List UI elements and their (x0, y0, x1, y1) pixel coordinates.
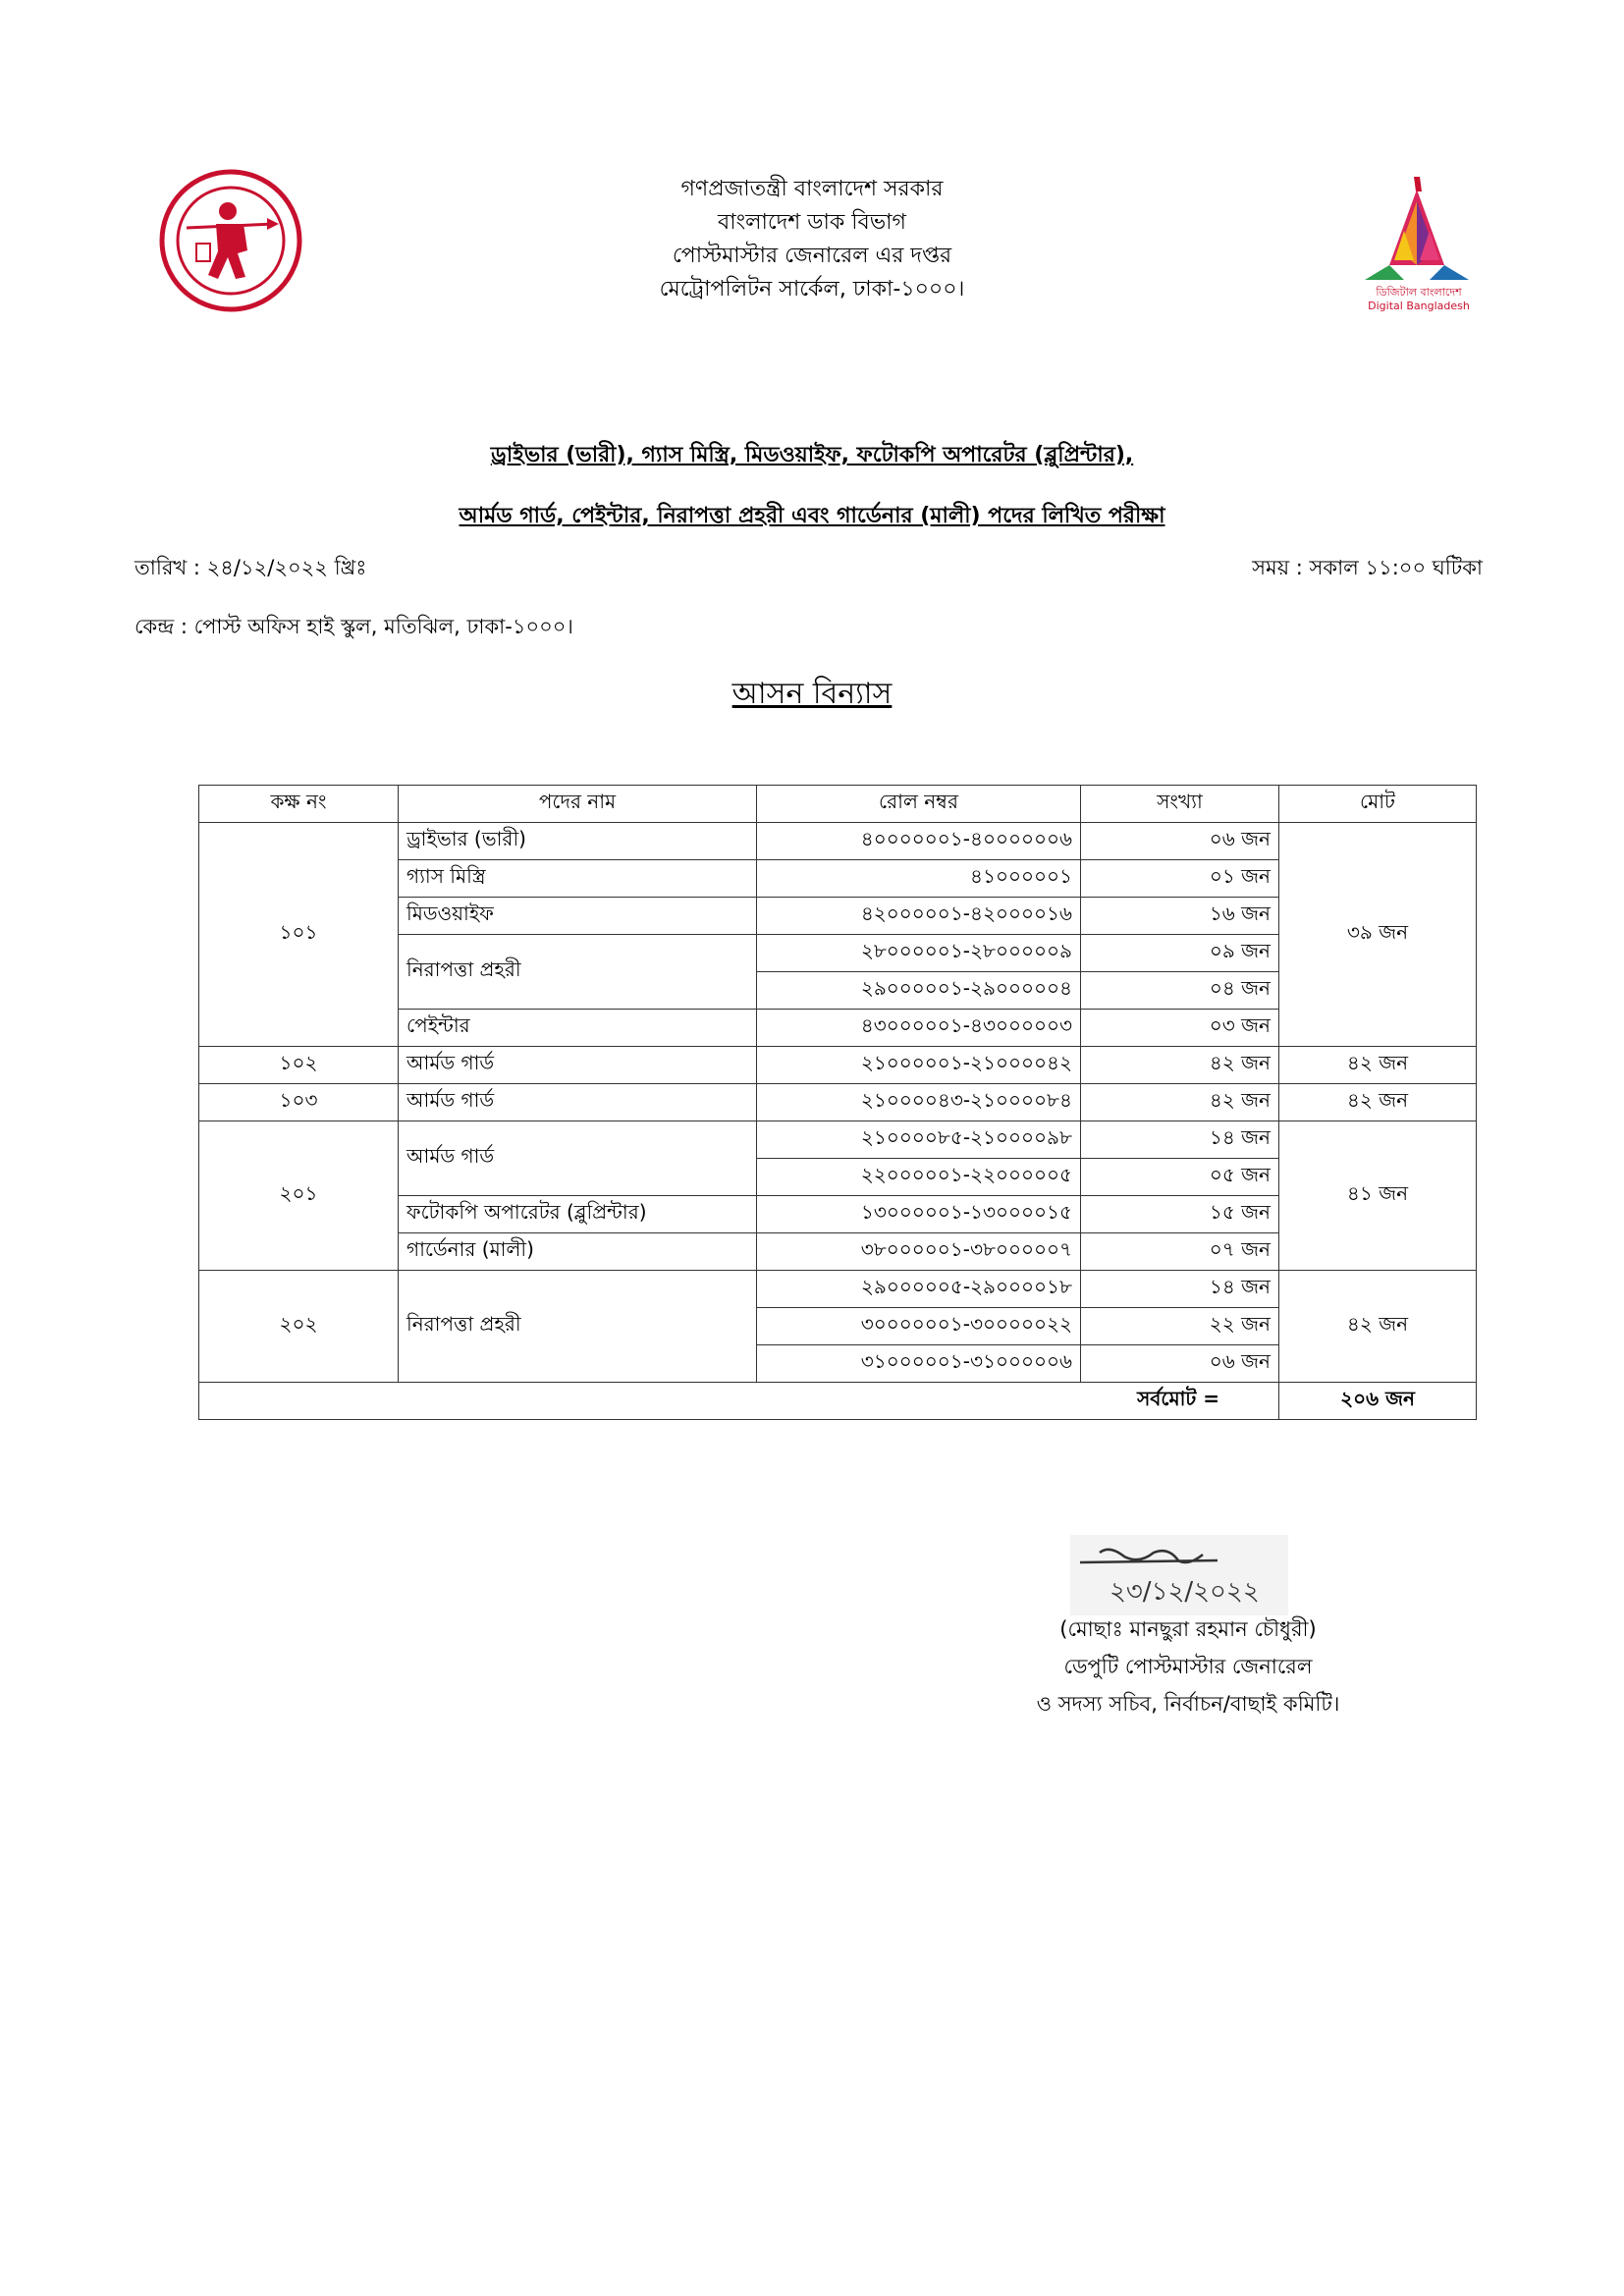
grand-total-row (199, 1383, 1477, 1420)
room-number: ১০২ (199, 1047, 399, 1084)
exam-time: সময় : সকাল ১১:০০ ঘটিকা (1252, 556, 1483, 579)
roll-range: ২৮০০০০০১-২৮০০০০০৯ (757, 935, 1081, 972)
candidate-count: ২২ জন (1081, 1308, 1279, 1345)
post-name: আর্মড গার্ড (399, 1047, 757, 1084)
room-total: ৩৯ জন (1279, 823, 1477, 1047)
exam-date: তারিখ : ২৪/১২/২০২২ খ্রিঃ (135, 556, 367, 579)
room-total: ৪২ জন (1279, 1084, 1477, 1121)
table-header-row (199, 786, 1477, 823)
digital-bangladesh-logo (1345, 172, 1492, 314)
table-row (199, 1084, 1477, 1121)
logo-text-en: Digital Bangladesh (1368, 300, 1470, 312)
office-header (517, 173, 1107, 306)
candidate-count: ০৯ জন (1081, 935, 1279, 972)
post-name: ফটোকপি অপারেটর (ব্লুপ্রিন্টার) (399, 1196, 757, 1233)
signatory-name: (মোছাঃ মানছুরা রহমান চৌধুরী) (1059, 1617, 1317, 1641)
post-name: গ্যাস মিস্ত্রি (399, 860, 757, 898)
candidate-count: ৪২ জন (1081, 1084, 1279, 1121)
candidate-count: ০৩ জন (1081, 1010, 1279, 1047)
post-name: নিরাপত্তা প্রহরী (399, 1271, 757, 1383)
room-total: ৪২ জন (1279, 1271, 1477, 1383)
department-name: বাংলাদেশ ডাক বিভাগ (718, 210, 906, 235)
post-name: আর্মড গার্ড (399, 1121, 757, 1196)
exam-title-line-1: ড্রাইভার (ভারী), গ্যাস মিস্ত্রি, মিডওয়াইফ, ফটোকপি অপারেটর (ব্লুপ্রিন্টার), (490, 443, 1134, 467)
candidate-count: ১৪ জন (1081, 1271, 1279, 1308)
roll-range: ২২০০০০০১-২২০০০০০৫ (757, 1159, 1081, 1196)
candidate-count: ০৬ জন (1081, 1345, 1279, 1383)
post-name: ড্রাইভার (ভারী) (399, 823, 757, 860)
handwritten-signature (1070, 1535, 1288, 1615)
logo-text-bn: ডিজিটাল বাংলাদেশ (1376, 286, 1462, 299)
grand-total-value: ২০৬ জন (1279, 1383, 1477, 1420)
room-total: ৪২ জন (1279, 1047, 1477, 1084)
candidate-count: ১৪ জন (1081, 1121, 1279, 1159)
signatory-block (943, 1611, 1434, 1722)
signature-date: ২৩/১২/২০২২ (1110, 1577, 1260, 1607)
candidate-count: ১৬ জন (1081, 898, 1279, 935)
table-row (199, 823, 1477, 860)
government-name: গণপ্রজাতন্ত্রী বাংলাদেশ সরকার (680, 177, 944, 201)
post-name: নিরাপত্তা প্রহরী (399, 935, 757, 1010)
office-name: পোস্টমাস্টার জেনারেল এর দপ্তর (672, 244, 952, 268)
header-count: সংখ্যা (1081, 786, 1279, 823)
candidate-count: ০১ জন (1081, 860, 1279, 898)
post-name: পেইন্টার (399, 1010, 757, 1047)
roll-range: ৪১০০০০০১ (757, 860, 1081, 898)
candidate-count: ০৫ জন (1081, 1159, 1279, 1196)
roll-range: ২৯০০০০০৫-২৯০০০০১৮ (757, 1271, 1081, 1308)
roll-range: ৩৮০০০০০১-৩৮০০০০০৭ (757, 1233, 1081, 1271)
room-number: ১০৩ (199, 1084, 399, 1121)
bangladesh-post-logo (157, 167, 304, 314)
header-room: কক্ষ নং (199, 786, 399, 823)
roll-range: ২১০০০০৮৫-২১০০০০৯৮ (757, 1121, 1081, 1159)
room-number: ১০১ (199, 823, 399, 1047)
roll-range: ২১০০০০০১-২১০০০০৪২ (757, 1047, 1081, 1084)
seat-plan-table (198, 785, 1477, 1420)
roll-range: ৪২০০০০০১-৪২০০০০১৬ (757, 898, 1081, 935)
room-number: ২০১ (199, 1121, 399, 1271)
signatory-role: ও সদস্য সচিব, নির্বাচন/বাছাই কমিটি। (1036, 1692, 1340, 1716)
roll-range: ২৯০০০০০১-২৯০০০০০৪ (757, 972, 1081, 1010)
exam-title-line-2: আর্মড গার্ড, পেইন্টার, নিরাপত্তা প্রহরী এবং গার্ডেনার (মালী) পদের লিখিত পরীক্ষা (459, 504, 1165, 528)
table-row (199, 1047, 1477, 1084)
grand-total-label: সর্বমোট = (199, 1383, 1279, 1420)
post-name: আর্মড গার্ড (399, 1084, 757, 1121)
roll-range: ২১০০০০৪৩-২১০০০০৮৪ (757, 1084, 1081, 1121)
header-post: পদের নাম (399, 786, 757, 823)
roll-range: ১৩০০০০০১-১৩০০০০১৫ (757, 1196, 1081, 1233)
room-total: ৪১ জন (1279, 1121, 1477, 1271)
roll-range: ৪০০০০০০১-৪০০০০০০৬ (757, 823, 1081, 860)
candidate-count: ০৬ জন (1081, 823, 1279, 860)
table-row (199, 1271, 1477, 1308)
room-number: ২০২ (199, 1271, 399, 1383)
header-total: মোট (1279, 786, 1477, 823)
signatory-designation: ডেপুটি পোস্টমাস্টার জেনারেল (1063, 1655, 1313, 1678)
candidate-count: ০৪ জন (1081, 972, 1279, 1010)
seat-plan-title: আসন বিন্যাস (731, 677, 893, 711)
post-name: মিডওয়াইফ (399, 898, 757, 935)
candidate-count: ০৭ জন (1081, 1233, 1279, 1271)
circle-address: মেট্রোপলিটন সার্কেল, ঢাকা-১০০০। (659, 277, 965, 301)
exam-center: কেন্দ্র : পোস্ট অফিস হাই স্কুল, মতিঝিল, ঢাকা-১০০০। (135, 615, 573, 638)
candidate-count: ৪২ জন (1081, 1047, 1279, 1084)
candidate-count: ১৫ জন (1081, 1196, 1279, 1233)
roll-range: ৪৩০০০০০১-৪৩০০০০০৩ (757, 1010, 1081, 1047)
table-row (199, 1121, 1477, 1159)
header-roll: রোল নম্বর (757, 786, 1081, 823)
roll-range: ৩১০০০০০১-৩১০০০০০৬ (757, 1345, 1081, 1383)
post-name: গার্ডেনার (মালী) (399, 1233, 757, 1271)
roll-range: ৩০০০০০০১-৩০০০০০২২ (757, 1308, 1081, 1345)
